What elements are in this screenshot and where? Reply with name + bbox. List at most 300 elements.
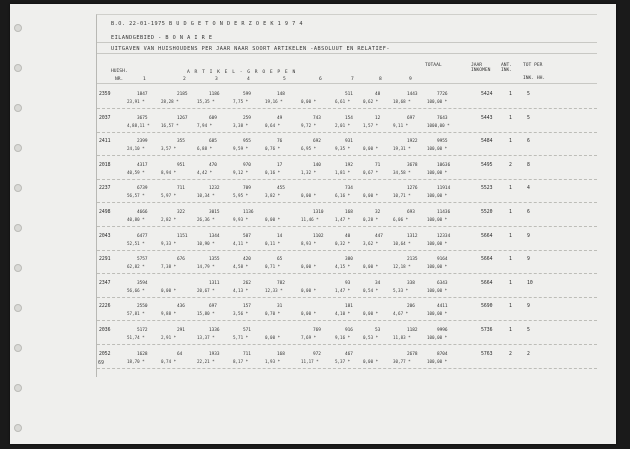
absolute-value: 1355 bbox=[209, 257, 220, 263]
persons-count: 10 bbox=[527, 280, 533, 286]
header-rule-2 bbox=[97, 53, 597, 54]
relative-value: 100,00 * bbox=[427, 311, 448, 317]
relative-value: 18,68 * bbox=[393, 99, 411, 104]
relative-value: 100,00 * bbox=[427, 99, 448, 104]
relative-value: 9,59 * bbox=[233, 146, 249, 152]
absolute-value: 1102 bbox=[313, 233, 324, 239]
relative-value: 5,37 * bbox=[335, 358, 351, 364]
year-income: 5443 bbox=[481, 115, 493, 121]
absolute-value: 2399 bbox=[137, 139, 148, 145]
absolute-value: 338 bbox=[407, 280, 415, 286]
column-number: 5 bbox=[283, 77, 286, 82]
relative-value: 0,00 * bbox=[301, 264, 317, 270]
absolute-value: 1232 bbox=[209, 186, 220, 192]
absolute-value: 2135 bbox=[407, 257, 418, 263]
relative-value: 0,74 * bbox=[161, 358, 177, 364]
absolute-value: 1443 bbox=[407, 92, 418, 97]
persons-count: 9 bbox=[527, 257, 530, 263]
household-number: 2237 bbox=[99, 186, 111, 192]
absolute-value: 1336 bbox=[209, 328, 220, 333]
absolute-value: 1847 bbox=[137, 92, 148, 97]
relative-value: 6,61 * bbox=[335, 99, 351, 104]
absolute-value: 7726 bbox=[437, 92, 448, 97]
page-mark: 69 bbox=[98, 360, 105, 366]
relative-value: 1,81 * bbox=[335, 169, 351, 175]
household-number: 2291 bbox=[99, 257, 111, 263]
report-area: EILANDGEBIED - B O N A I R E bbox=[111, 35, 213, 41]
header-rule bbox=[97, 42, 597, 43]
earners-count: 1 bbox=[509, 257, 512, 263]
relative-value: 5,33 * bbox=[393, 287, 409, 293]
absolute-value: 931 bbox=[345, 139, 353, 145]
absolute-value: 507 bbox=[243, 233, 251, 239]
absolute-value: 71 bbox=[375, 162, 381, 168]
relative-value: 6,16 * bbox=[335, 193, 351, 199]
absolute-value: 192 bbox=[345, 162, 353, 168]
absolute-value: 9996 bbox=[437, 328, 448, 333]
relative-value: 9,33 * bbox=[161, 240, 177, 246]
relative-value: 3,62 * bbox=[363, 240, 379, 246]
relative-value: 11,17 * bbox=[301, 358, 319, 364]
relative-value: 5,97 * bbox=[161, 193, 177, 199]
col-tot-per: TOT PER bbox=[523, 63, 543, 68]
column-number: 3 bbox=[215, 77, 218, 82]
relative-value: 4,58 * bbox=[233, 264, 249, 270]
relative-value: 9,35 * bbox=[335, 146, 351, 152]
persons-count: 5 bbox=[527, 92, 530, 97]
absolute-value: 380 bbox=[345, 257, 353, 263]
absolute-value: 1276 bbox=[407, 186, 418, 192]
table-row bbox=[97, 349, 597, 371]
absolute-value: 168 bbox=[345, 210, 353, 215]
col-jaar-inkomen: JAAR INKOMEN bbox=[471, 63, 491, 73]
col-ant-ink: ANT. INK. bbox=[501, 63, 513, 73]
relative-value: 0,00 * bbox=[363, 146, 379, 152]
year-income: 5690 bbox=[481, 304, 493, 310]
relative-value: 0,62 * bbox=[363, 99, 379, 104]
absolute-value: 1151 bbox=[177, 233, 188, 239]
table-row bbox=[97, 325, 597, 347]
household-number: 2226 bbox=[99, 304, 111, 310]
table-row bbox=[97, 231, 597, 253]
year-income: 5523 bbox=[481, 186, 493, 192]
relative-value: 3,38 * bbox=[233, 122, 249, 128]
absolute-value: 467 bbox=[345, 351, 353, 357]
relative-value: 6,95 * bbox=[301, 146, 317, 152]
absolute-value: 599 bbox=[243, 92, 251, 97]
paper-sheet bbox=[10, 4, 616, 444]
row-separator bbox=[97, 108, 597, 109]
absolute-value: 4317 bbox=[137, 162, 148, 168]
absolute-value: 322 bbox=[177, 210, 185, 215]
year-income: 5664 bbox=[481, 257, 493, 263]
absolute-value: 916 bbox=[345, 328, 353, 333]
relative-value: 4,15 * bbox=[335, 264, 351, 270]
absolute-value: 709 bbox=[243, 186, 251, 192]
absolute-value: 3015 bbox=[209, 210, 220, 215]
col-group-label: A R T I K E L - G R O E P E N bbox=[187, 70, 297, 75]
absolute-value: 14 bbox=[277, 233, 283, 239]
absolute-value: 259 bbox=[243, 115, 251, 121]
absolute-value: 6477 bbox=[137, 233, 148, 239]
printout-table bbox=[96, 14, 597, 377]
row-separator bbox=[97, 344, 597, 345]
persons-count: 5 bbox=[527, 115, 530, 121]
persons-count: 6 bbox=[527, 139, 530, 145]
relative-value: 0,54 * bbox=[363, 287, 379, 293]
relative-value: 9,88 * bbox=[161, 311, 177, 317]
relative-value: 9,11 * bbox=[393, 122, 409, 128]
relative-value: 51,74 * bbox=[127, 335, 145, 340]
absolute-value: 5172 bbox=[137, 328, 148, 333]
table-row bbox=[97, 183, 597, 205]
absolute-value: 697 bbox=[209, 304, 217, 310]
absolute-value: 955 bbox=[243, 139, 251, 145]
relative-value: 62,82 * bbox=[127, 264, 145, 270]
absolute-value: 2678 bbox=[407, 351, 418, 357]
relative-value: 0,00 * bbox=[363, 311, 379, 317]
absolute-value: 11914 bbox=[437, 186, 451, 192]
absolute-value: 32 bbox=[375, 210, 381, 215]
absolute-value: 609 bbox=[209, 115, 217, 121]
relative-value: 0,16 * bbox=[265, 169, 281, 175]
absolute-value: 2550 bbox=[137, 304, 148, 310]
earners-count: 1 bbox=[509, 92, 512, 97]
relative-value: 1,32 * bbox=[301, 169, 317, 175]
relative-value: 0,00 * bbox=[301, 311, 317, 317]
column-number: 9 bbox=[409, 77, 412, 82]
table-row bbox=[97, 89, 597, 111]
absolute-value: 447 bbox=[375, 233, 383, 239]
relative-value: 100,00 * bbox=[427, 264, 448, 270]
household-number: 2359 bbox=[99, 92, 111, 97]
relative-value: 100,00 * bbox=[427, 146, 448, 152]
persons-count: 8 bbox=[527, 162, 530, 168]
relative-value: 30,77 * bbox=[393, 358, 411, 364]
persons-count: 9 bbox=[527, 304, 530, 310]
absolute-value: 420 bbox=[243, 257, 251, 263]
relative-value: 5,95 * bbox=[233, 193, 249, 199]
relative-value: 7,38 * bbox=[161, 264, 177, 270]
row-separator bbox=[97, 155, 597, 156]
relative-value: 6,06 * bbox=[393, 217, 409, 222]
absolute-value: 1136 bbox=[243, 210, 254, 215]
absolute-value: 470 bbox=[209, 162, 217, 168]
relative-value: 0,00 * bbox=[363, 193, 379, 199]
absolute-value: 10636 bbox=[437, 162, 451, 168]
absolute-value: 31 bbox=[277, 304, 283, 310]
absolute-value: 5757 bbox=[137, 257, 148, 263]
absolute-value: 168 bbox=[277, 351, 285, 357]
relative-value: 0,76 * bbox=[265, 146, 281, 152]
row-separator bbox=[97, 320, 597, 321]
absolute-value: 53 bbox=[375, 328, 381, 333]
relative-value: 19,16 * bbox=[265, 99, 283, 104]
relative-value: 10,90 * bbox=[197, 240, 215, 246]
earners-count: 1 bbox=[509, 115, 512, 121]
persons-count: 5 bbox=[527, 328, 530, 333]
year-income: 5520 bbox=[481, 210, 493, 215]
col-huish: HUISH. bbox=[111, 69, 128, 74]
relative-value: 1,47 * bbox=[335, 217, 351, 222]
absolute-value: 571 bbox=[243, 328, 251, 333]
absolute-value: 1344 bbox=[209, 233, 220, 239]
absolute-value: 3678 bbox=[407, 162, 418, 168]
relative-value: 8,94 * bbox=[161, 169, 177, 175]
column-number: 1 bbox=[143, 77, 146, 82]
persons-count: 2 bbox=[527, 351, 530, 357]
absolute-value: 1310 bbox=[313, 210, 324, 215]
relative-value: 16,57 * bbox=[161, 122, 179, 128]
relative-value: 1,93 * bbox=[265, 358, 281, 364]
absolute-value: 7643 bbox=[437, 115, 448, 121]
row-separator bbox=[97, 226, 597, 227]
absolute-value: 782 bbox=[277, 280, 285, 286]
table-row bbox=[97, 136, 597, 158]
column-number: 4 bbox=[247, 77, 250, 82]
relative-value: 4,11 * bbox=[233, 240, 249, 246]
earners-count: 1 bbox=[509, 186, 512, 192]
absolute-value: 1182 bbox=[407, 328, 418, 333]
relative-value: 57,81 * bbox=[127, 311, 145, 317]
binder-holes bbox=[14, 24, 26, 434]
relative-value: 0,32 * bbox=[335, 240, 351, 246]
earners-count: 1 bbox=[509, 233, 512, 239]
year-income: 5484 bbox=[481, 139, 493, 145]
absolute-value: 1311 bbox=[209, 280, 220, 286]
year-income: 5736 bbox=[481, 328, 493, 333]
absolute-value: 93 bbox=[345, 280, 351, 286]
relative-value: 4,13 * bbox=[233, 287, 249, 293]
year-income: 5763 bbox=[481, 351, 493, 357]
relative-value: 23,91 * bbox=[127, 99, 145, 104]
row-separator bbox=[97, 273, 597, 274]
absolute-value: 1933 bbox=[209, 351, 220, 357]
relative-value: 26,36 * bbox=[197, 217, 215, 222]
household-number: 2037 bbox=[99, 115, 111, 121]
absolute-value: 1267 bbox=[177, 115, 188, 121]
relative-value: 11,46 * bbox=[301, 217, 319, 222]
relative-value: 2,91 * bbox=[161, 335, 177, 340]
absolute-value: 685 bbox=[209, 139, 217, 145]
relative-value: 4,10 * bbox=[335, 311, 351, 317]
persons-count: 6 bbox=[527, 210, 530, 215]
absolute-value: 4666 bbox=[137, 210, 148, 215]
relative-value: 40,80 * bbox=[127, 217, 145, 222]
absolute-value: 511 bbox=[345, 92, 353, 97]
absolute-value: 769 bbox=[313, 328, 321, 333]
relative-value: 100,00 * bbox=[427, 217, 448, 222]
relative-value: 9,16 * bbox=[335, 335, 351, 340]
earners-count: 2 bbox=[509, 351, 512, 357]
relative-value: 100,00 * bbox=[427, 193, 448, 199]
absolute-value: 65 bbox=[277, 257, 283, 263]
household-number: 2043 bbox=[99, 233, 111, 239]
relative-value: 2,01 * bbox=[335, 122, 351, 128]
column-number: 6 bbox=[319, 77, 322, 82]
year-income: 5495 bbox=[481, 162, 493, 168]
relative-value: 1,47 * bbox=[335, 287, 351, 293]
relative-value: 12,33 * bbox=[265, 287, 283, 293]
absolute-value: 2185 bbox=[177, 92, 188, 97]
absolute-value: 40 bbox=[345, 233, 351, 239]
table-row bbox=[97, 254, 597, 276]
column-number: 2 bbox=[183, 77, 186, 82]
absolute-value: 157 bbox=[243, 304, 251, 310]
earners-count: 1 bbox=[509, 280, 512, 286]
relative-value: 10,34 * bbox=[197, 193, 215, 199]
absolute-value: 12 bbox=[375, 115, 381, 121]
relative-value: 19,31 * bbox=[393, 146, 411, 152]
relative-value: 100,00 * bbox=[427, 287, 448, 293]
household-number: 2498 bbox=[99, 210, 111, 215]
relative-value: 20,67 * bbox=[197, 287, 215, 293]
year-income: 5664 bbox=[481, 280, 493, 286]
relative-value: 2,82 * bbox=[161, 217, 177, 222]
year-income: 5664 bbox=[481, 233, 493, 239]
relative-value: 0,00 * bbox=[161, 287, 177, 293]
columns-rule bbox=[97, 83, 597, 84]
absolute-value: 64 bbox=[177, 351, 183, 357]
relative-value: 0,53 * bbox=[363, 335, 379, 340]
relative-value: 3,82 * bbox=[265, 193, 281, 199]
relative-value: 9,93 * bbox=[233, 217, 249, 222]
relative-value: 1,57 * bbox=[363, 122, 379, 128]
absolute-value: 206 bbox=[407, 304, 415, 310]
relative-value: 4,88,11 * bbox=[127, 122, 150, 128]
absolute-value: 34 bbox=[375, 280, 381, 286]
relative-value: 5,71 * bbox=[233, 335, 249, 340]
absolute-value: 693 bbox=[407, 210, 415, 215]
relative-value: 0,64 * bbox=[265, 122, 281, 128]
household-number: 2052 bbox=[99, 351, 111, 357]
absolute-value: 9164 bbox=[437, 257, 448, 263]
absolute-value: 734 bbox=[345, 186, 353, 192]
absolute-value: 1186 bbox=[209, 92, 220, 97]
absolute-value: 154 bbox=[345, 115, 353, 121]
relative-value: 0,00 * bbox=[265, 217, 281, 222]
row-separator bbox=[97, 132, 597, 133]
persons-count: 9 bbox=[527, 233, 530, 239]
absolute-value: 76 bbox=[277, 139, 283, 145]
report-subtitle: UITGAVEN VAN HUISHOUDENS PER JAAR NAAR SOORT ARTIKELEN -ABSOLUUT EN RELATIEF- bbox=[111, 46, 390, 52]
relative-value: 0,28 * bbox=[363, 217, 379, 222]
col-totaal: TOTAAL bbox=[425, 63, 442, 68]
relative-value: 0,11 * bbox=[265, 240, 281, 246]
relative-value: 22,21 * bbox=[197, 358, 215, 364]
absolute-value: 743 bbox=[313, 115, 321, 121]
relative-value: 13,37 * bbox=[197, 335, 215, 340]
absolute-value: 262 bbox=[243, 280, 251, 286]
absolute-value: 11436 bbox=[437, 210, 451, 215]
relative-value: 56,57 * bbox=[127, 193, 145, 199]
relative-value: 12,18 * bbox=[393, 264, 411, 270]
relative-value: 56,66 * bbox=[127, 287, 145, 293]
earners-count: 1 bbox=[509, 210, 512, 215]
relative-value: 100,00 * bbox=[427, 169, 448, 175]
household-number: 2036 bbox=[99, 328, 111, 333]
relative-value: 24,10 * bbox=[127, 146, 145, 152]
absolute-value: 3675 bbox=[137, 115, 148, 121]
absolute-value: 181 bbox=[345, 304, 353, 310]
absolute-value: 951 bbox=[177, 162, 185, 168]
relative-value: 15,80 * bbox=[197, 311, 215, 317]
relative-value: 28,28 * bbox=[161, 99, 179, 104]
relative-value: 0,70 * bbox=[265, 311, 281, 317]
relative-value: 3,56 * bbox=[233, 311, 249, 317]
relative-value: 52,51 * bbox=[127, 240, 145, 246]
absolute-value: 1628 bbox=[137, 351, 148, 357]
relative-value: 10,71 * bbox=[393, 193, 411, 199]
earners-count: 2 bbox=[509, 162, 512, 168]
absolute-value: 6739 bbox=[137, 186, 148, 192]
relative-value: 4,67 * bbox=[393, 311, 409, 317]
relative-value: 0,00 * bbox=[301, 99, 317, 104]
absolute-value: 455 bbox=[277, 186, 285, 192]
absolute-value: 17 bbox=[277, 162, 283, 168]
relative-value: 0,00 * bbox=[301, 287, 317, 293]
persons-count: 4 bbox=[527, 186, 530, 192]
table-row bbox=[97, 207, 597, 229]
relative-value: 9,12 * bbox=[233, 169, 249, 175]
absolute-value: 49 bbox=[277, 115, 283, 121]
relative-value: 4,42 * bbox=[197, 169, 213, 175]
absolute-value: 291 bbox=[177, 328, 185, 333]
table-row bbox=[97, 278, 597, 300]
relative-value: 40,59 * bbox=[127, 169, 145, 175]
absolute-value: 6343 bbox=[437, 280, 448, 286]
absolute-value: 436 bbox=[177, 304, 185, 310]
absolute-value: 676 bbox=[177, 257, 185, 263]
absolute-value: 970 bbox=[243, 162, 251, 168]
earners-count: 1 bbox=[509, 328, 512, 333]
relative-value: 7,75 * bbox=[233, 99, 249, 104]
relative-value: 0,00 * bbox=[363, 358, 379, 364]
absolute-value: 697 bbox=[407, 115, 415, 121]
table-row bbox=[97, 160, 597, 182]
absolute-value: 711 bbox=[177, 186, 185, 192]
relative-value: 10,64 * bbox=[393, 240, 411, 246]
absolute-value: 692 bbox=[313, 139, 321, 145]
absolute-value: 8704 bbox=[437, 351, 448, 357]
relative-value: 1000,00 * bbox=[427, 122, 450, 128]
absolute-value: 148 bbox=[277, 92, 285, 97]
relative-value: 100,00 * bbox=[427, 358, 448, 364]
year-income: 5424 bbox=[481, 92, 493, 97]
absolute-value: 1922 bbox=[407, 139, 418, 145]
absolute-value: 355 bbox=[177, 139, 185, 145]
absolute-value: 711 bbox=[243, 351, 251, 357]
relative-value: 14,79 * bbox=[197, 264, 215, 270]
absolute-value: 1312 bbox=[407, 233, 418, 239]
relative-value: 100,00 * bbox=[427, 240, 448, 246]
row-separator bbox=[97, 297, 597, 298]
relative-value: 100,00 * bbox=[427, 335, 448, 340]
earners-count: 1 bbox=[509, 139, 512, 145]
relative-value: 8,93 * bbox=[301, 240, 317, 246]
relative-value: 6,88 * bbox=[197, 146, 213, 152]
absolute-value: 12334 bbox=[437, 233, 451, 239]
row-separator bbox=[97, 250, 597, 251]
column-number: 7 bbox=[351, 77, 354, 82]
row-separator bbox=[97, 179, 597, 180]
absolute-value: 972 bbox=[313, 351, 321, 357]
absolute-value: 48 bbox=[375, 92, 381, 97]
relative-value: 0,00 * bbox=[265, 335, 281, 340]
relative-value: 15,35 * bbox=[197, 99, 215, 104]
relative-value: 0,71 * bbox=[265, 264, 281, 270]
relative-value: 7,69 * bbox=[301, 335, 317, 340]
